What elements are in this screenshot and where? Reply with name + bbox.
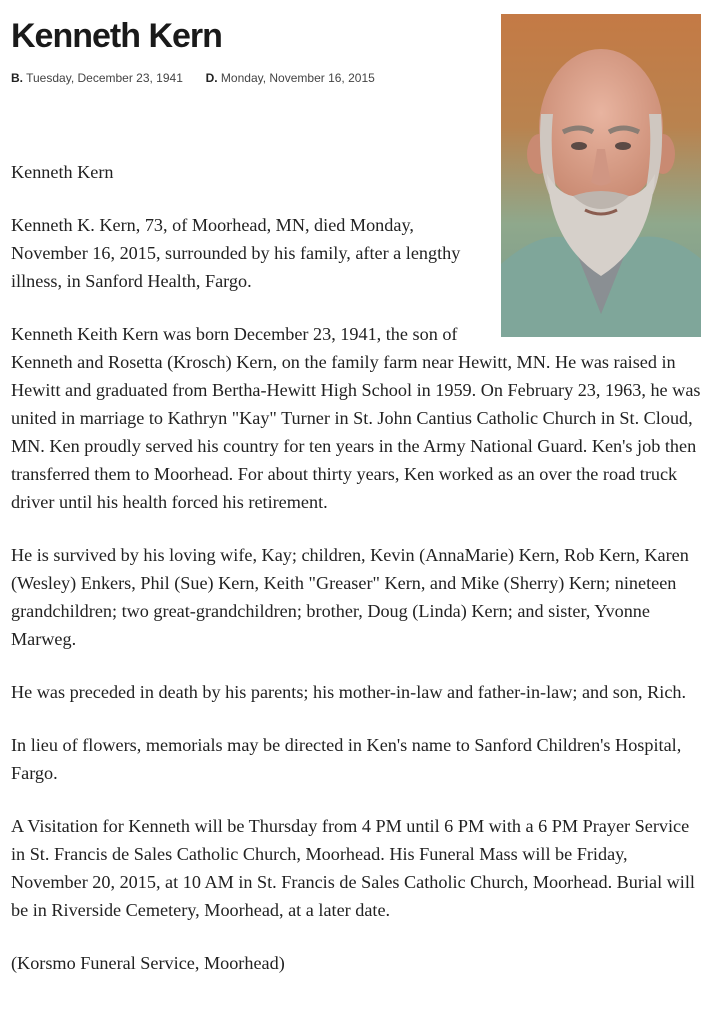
obituary-paragraph-preceded: He was preceded in death by his parents; his mother-in-law and father-in-law; and son, Rich. (11, 682, 687, 702)
obituary-paragraph-death: Kenneth K. Kern, 73, of Moorhead, MN, died Monday, November 16, 2015, surrounded by his family, after a lengthy illness, in Sanford Health, Fargo. (11, 215, 461, 291)
obituary-paragraph-funeral-home: (Korsmo Funeral Service, Moorhead) (11, 953, 285, 973)
obituary-heading-name: Kenneth Kern (11, 162, 114, 182)
birth-label: B. (11, 71, 23, 85)
death-label: D. (205, 71, 218, 85)
birth-date: Tuesday, December 23, 1941 (26, 71, 183, 85)
obituary-paragraph-survivors: He is survived by his loving wife, Kay; children, Kevin (AnnaMarie) Kern, Rob Kern, Karen (Wesley) Enkers, Phil (Sue) Kern, Keith "Greaser" Kern, and Mike (Sherry) Kern; nineteen grandchildren; two great-grandchildren; brother, Doug (Linda) Kern; and sister, Yvonne Marweg. (11, 545, 689, 649)
deceased-name-title: Kenneth Kern (11, 17, 222, 55)
portrait-photo (501, 14, 701, 337)
death-date: Monday, November 16, 2015 (220, 71, 375, 85)
obituary-paragraph-life: Kenneth Keith Kern was born December 23, 1941, the son of Kenneth and Rosetta (Krosch) Kern, on the family farm near Hewitt, MN. He was raised in Hewitt and graduated from Bertha-Hewitt High School in 1959. On February 23, 1963, he was united in marriage to Kathryn "Kay" Turner in St. John Cantius Catholic Church in St. Cloud, MN. Ken proudly served his country for ten years in the Army National Guard. Ken's job then transferred them to Moorhead. For about thirty years, Ken worked as an over the road truck driver until his health forced his retirement. (11, 324, 701, 512)
obituary-page (11, 14, 701, 1002)
portrait-illustration (501, 14, 701, 337)
obituary-paragraph-services: A Visitation for Kenneth will be Thursday from 4 PM until 6 PM with a 6 PM Prayer Service in St. Francis de Sales Catholic Church, Moorhead. His Funeral Mass will be Friday, November 20, 2015, at 10 AM in St. Francis de Sales Catholic Church, Moorhead. Burial will be in Riverside Cemetery, Moorhead, at a later date. (11, 816, 695, 920)
obituary-paragraph-memorials: In lieu of flowers, memorials may be directed in Ken's name to Sanford Children's Hospital, Fargo. (11, 735, 682, 783)
